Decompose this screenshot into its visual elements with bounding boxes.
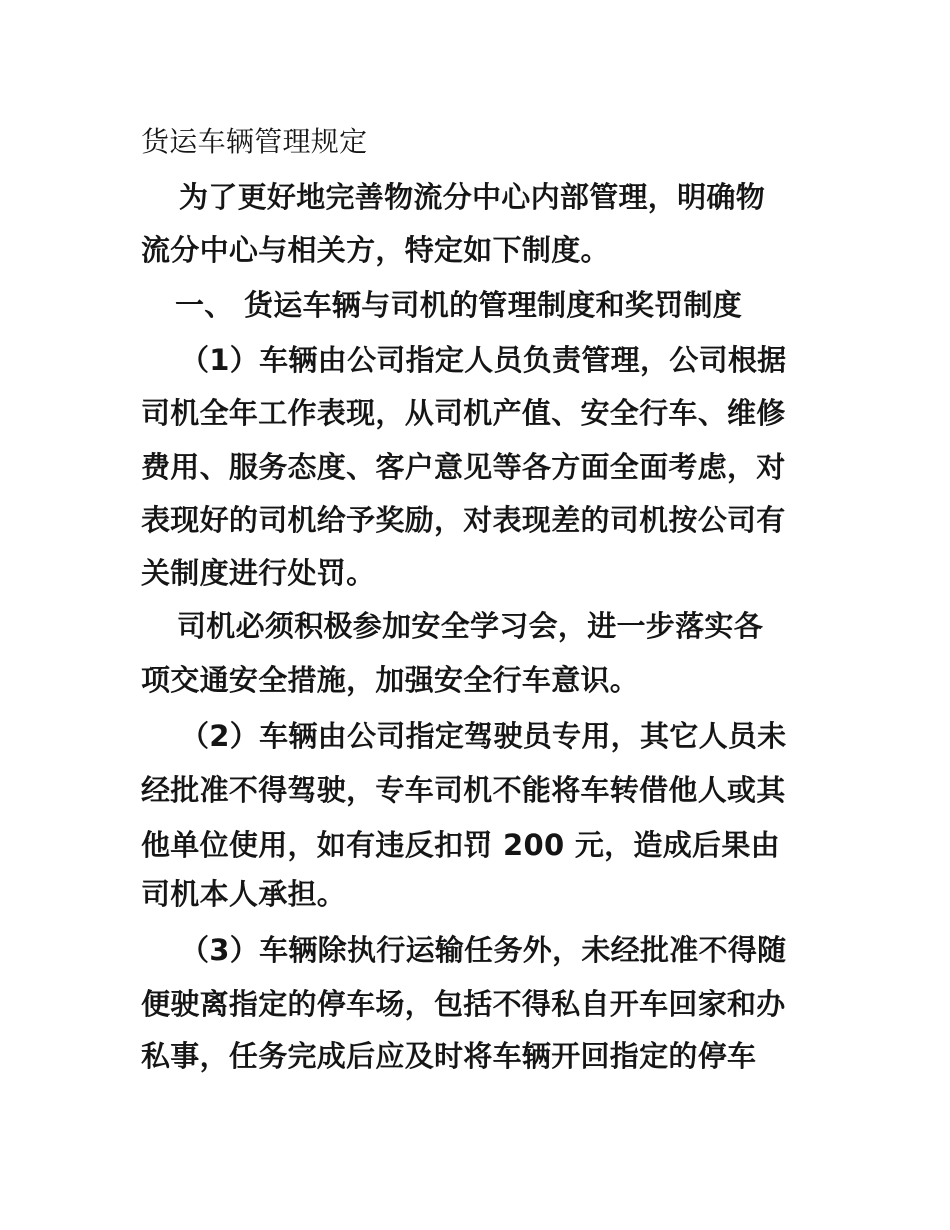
- paragraph-line: （3）车辆除执行运输任务外，未经批准不得随: [180, 933, 787, 967]
- paragraph-line: 司机全年工作表现，从司机产值、安全行车、维修: [141, 396, 786, 430]
- paragraph-line: 为了更好地完善物流分中心内部管理，明确物: [179, 180, 766, 214]
- paragraph-line: （2）车辆由公司指定驾驶员专用，其它人员未: [180, 719, 787, 753]
- paragraph-line: 司机必须积极参加安全学习会，进一步落实各: [177, 609, 764, 643]
- paragraph-line: 便驶离指定的停车场，包括不得私自开车回家和办: [141, 987, 786, 1021]
- paragraph-line: 经批准不得驾驶，专车司机不能将车转借他人或其: [141, 773, 786, 807]
- paragraph-line: 他单位使用，如有违反扣罚 200 元，造成后果由: [141, 828, 780, 862]
- paragraph-line: 司机本人承担。: [141, 877, 347, 911]
- document-title: 货运车辆管理规定: [141, 125, 368, 158]
- paragraph-line: 流分中心与相关方，特定如下制度。: [141, 233, 610, 267]
- paragraph-line: 项交通安全措施，加强安全行车意识。: [141, 663, 640, 697]
- paragraph-line: （1）车辆由公司指定人员负责管理，公司根据: [180, 343, 787, 377]
- paragraph-line: 私事，任务完成后应及时将车辆开回指定的停车: [141, 1039, 757, 1073]
- paragraph-line: 表现好的司机给予奖励，对表现差的司机按公司有: [141, 503, 786, 537]
- paragraph-line: 关制度进行处罚。: [141, 556, 376, 590]
- paragraph-line: 费用、服务态度、客户意见等各方面全面考虑，对: [141, 450, 786, 484]
- section-heading: 一、 货运车辆与司机的管理制度和奖罚制度: [175, 288, 743, 322]
